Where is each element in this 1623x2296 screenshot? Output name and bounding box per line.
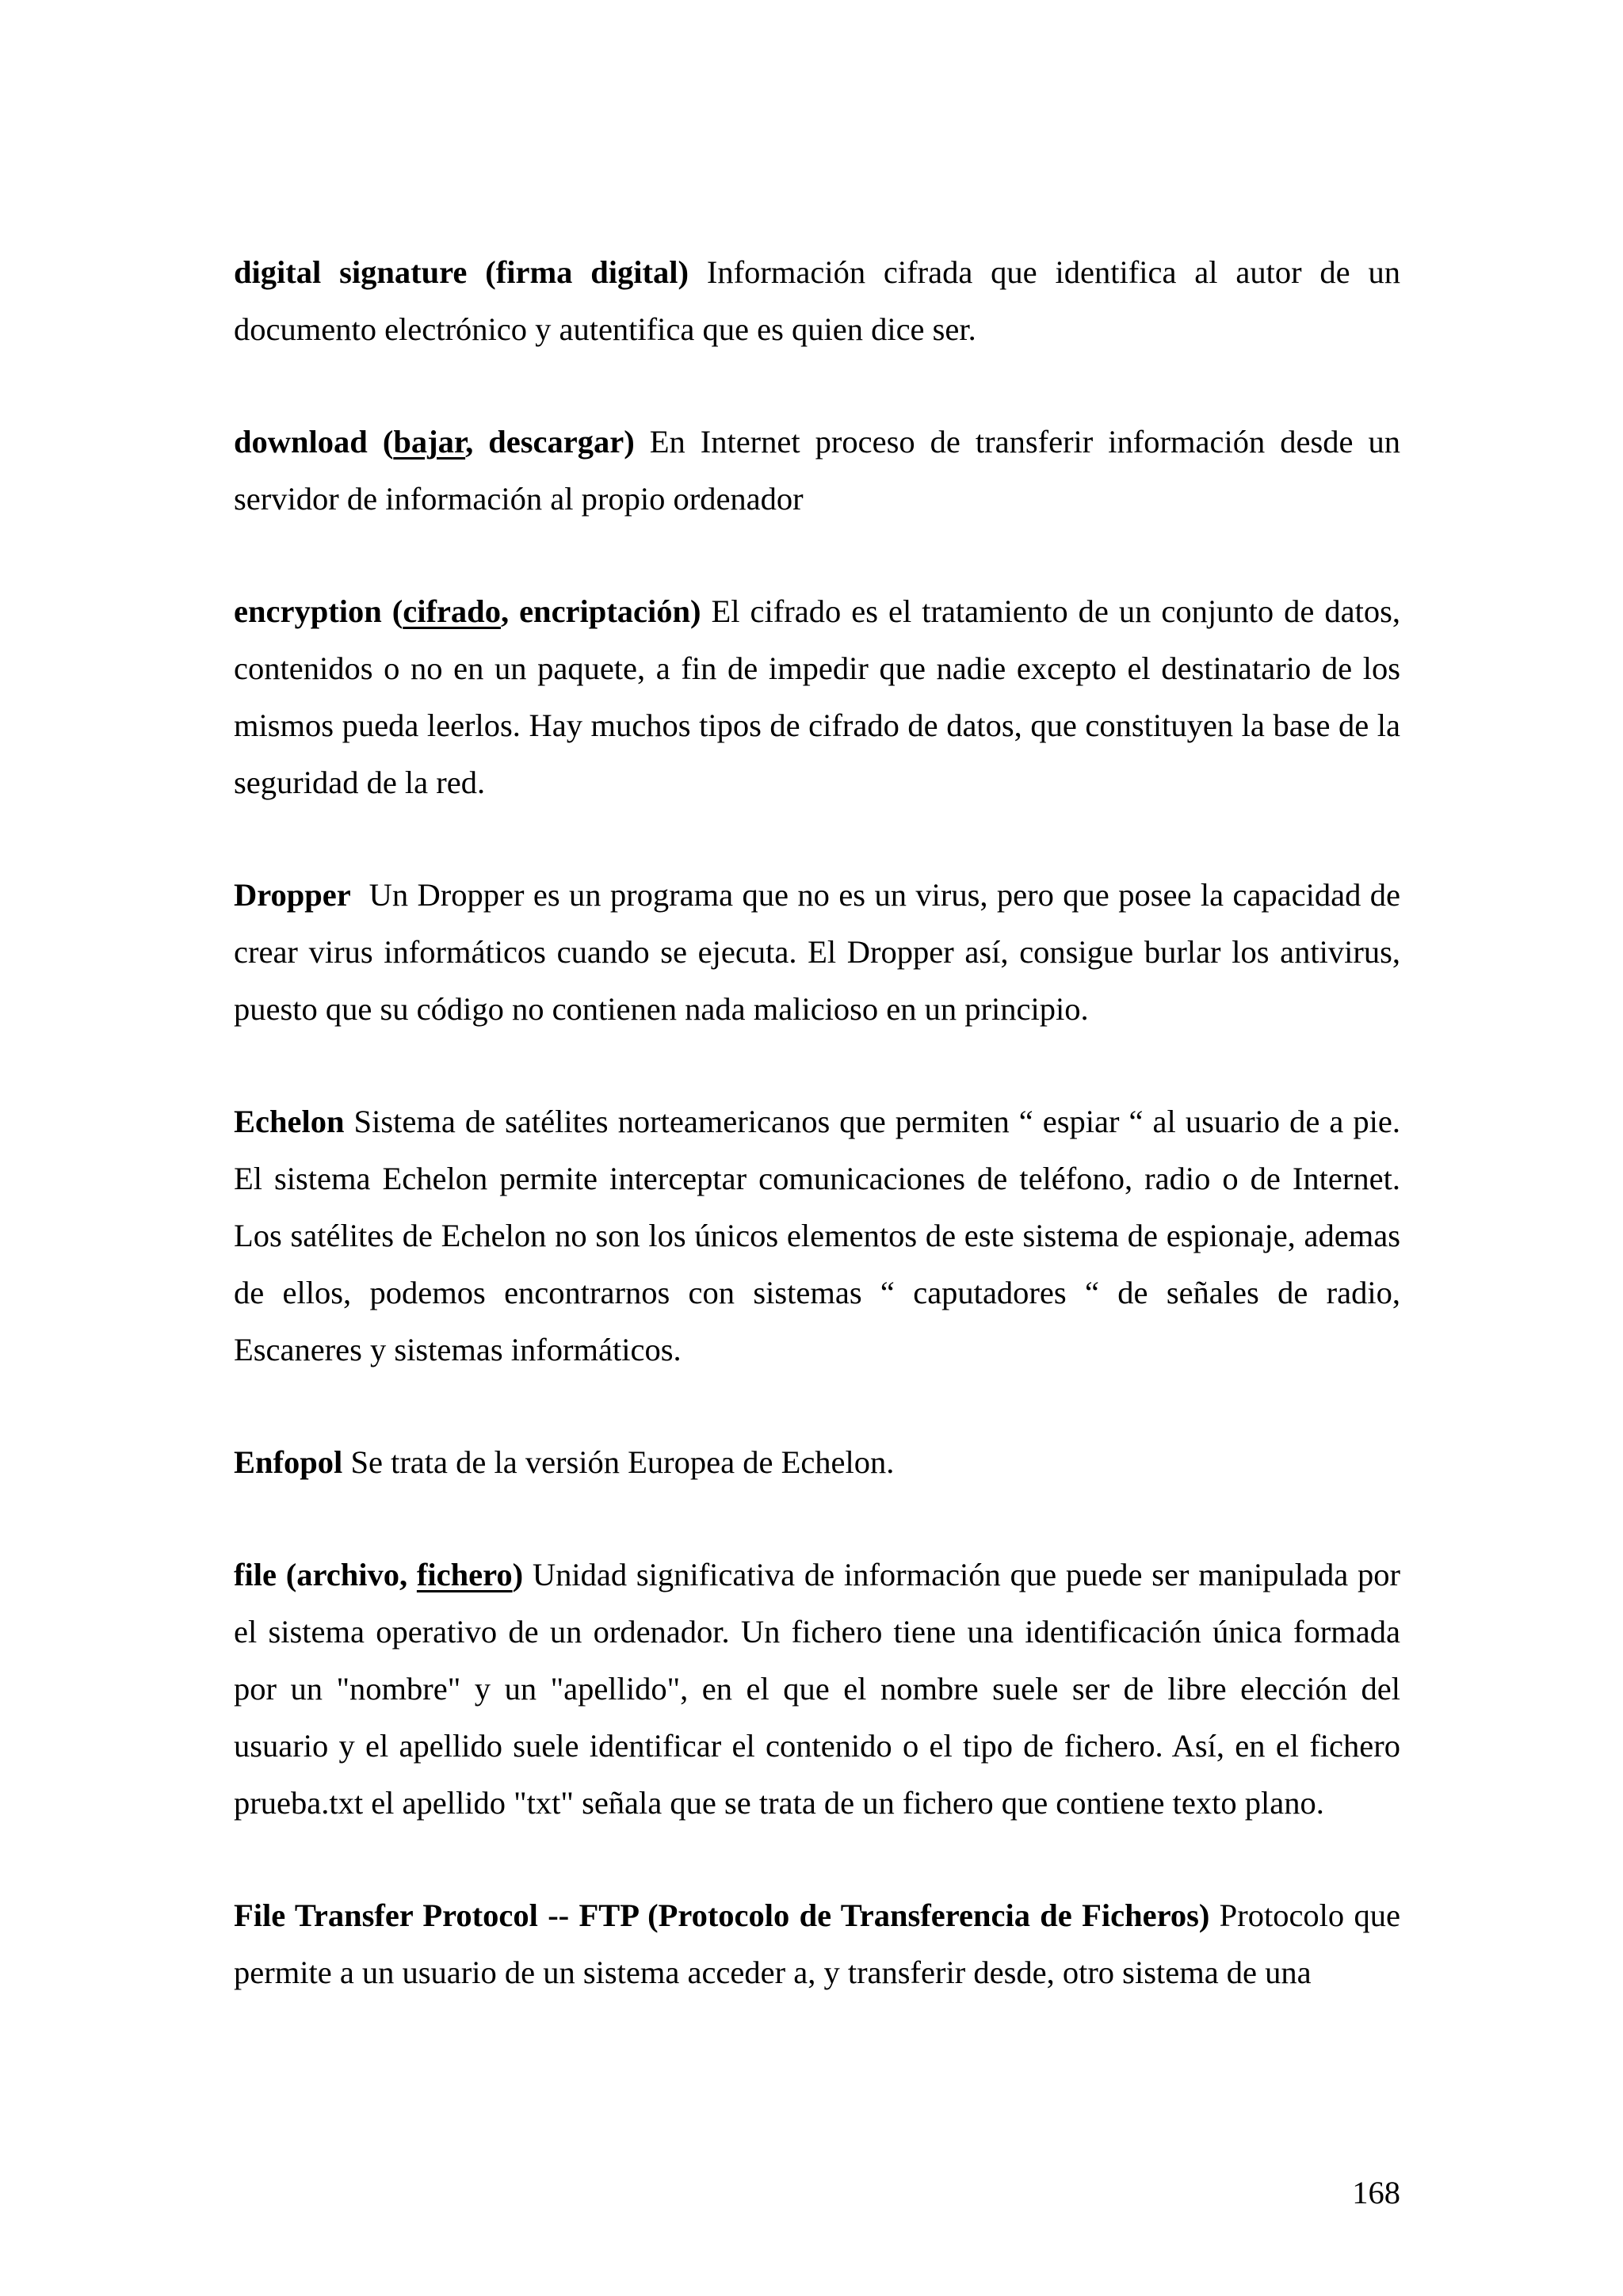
entry-term: encryption (cifrado, encriptación) [234, 593, 701, 629]
entry-definition: Unidad significativa de información que puede ser manipulada por el sistema operativo de un ordenador. Un fichero tiene una identificación única formada por un "nombre" y un "apellido", en el que el nombre suele ser de libre elección del usuario y el apellido suele identificar el contenido o el tipo de fichero. Así, en el fichero prueba.txt el apellido "txt" señala que se trata de un fichero que contiene texto plano. [234, 1557, 1400, 1821]
glossary-entry-encryption [234, 583, 1400, 811]
glossary-entry-file [234, 1547, 1400, 1832]
entry-term: Echelon [234, 1104, 345, 1139]
entry-definition: En Internet proceso de transferir información desde un servidor de información al propio ordenador [234, 424, 1400, 517]
underlined-term-cifrado: cifrado [403, 593, 501, 629]
entry-definition: El cifrado es el tratamiento de un conjunto de datos, contenidos o no en un paquete, a fin de impedir que nadie excepto el destinatario de los mismos pueda leerlos. Hay muchos tipos de cifrado de datos, que constituyen la base de la seguridad de la red. [234, 593, 1400, 800]
entry-definition: Sistema de satélites norteamericanos que permiten “ espiar “ al usuario de a pie. El sistema Echelon permite interceptar comunicaciones de teléfono, radio o de Internet. Los satélites de Echelon no son los únicos elementos de este sistema de espionaje, ademas de ellos, podemos encontrarnos con sistemas “ caputadores “ de señales de radio, Escaneres y sistemas informáticos. [234, 1104, 1400, 1367]
entry-definition: Protocolo que permite a un usuario de un sistema acceder a, y transferir desde, otro sistema de una [234, 1897, 1400, 1990]
entry-definition: Un Dropper es un programa que no es un virus, pero que posee la capacidad de crear virus informáticos cuando se ejecuta. El Dropper así, consigue burlar los antivirus, puesto que su código no contienen nada malicioso en un principio. [234, 877, 1409, 1027]
document-body [234, 244, 1409, 2057]
entry-term: file (archivo, fichero) [234, 1557, 524, 1592]
glossary-entry-download [234, 414, 1400, 528]
underlined-term-fichero: fichero [416, 1557, 513, 1592]
entry-term: digital signature (firma digital) [234, 254, 689, 290]
underlined-term-bajar: bajar [393, 424, 466, 460]
page-number: 168 [1352, 2175, 1400, 2210]
glossary-entry-digital-signature [234, 244, 1400, 358]
entry-definition: Información cifrada que identifica al autor de un documento electrónico y autentifica que es quien dice ser. [234, 254, 1401, 347]
entry-definition: Se trata de la versión Europea de Echelon. [342, 1444, 895, 1480]
glossary-entry-enfopol [234, 1434, 1400, 1491]
glossary-entry-ftp [234, 1887, 1400, 2001]
entry-term: Enfopol [234, 1444, 343, 1480]
entry-term: Dropper [234, 877, 351, 913]
entry-term: File Transfer Protocol -- FTP (Protocolo de Transferencia de Ficheros) [234, 1897, 1210, 1933]
glossary-entry-echelon [234, 1093, 1400, 1379]
entry-term: download (bajar, descargar) [234, 424, 635, 460]
glossary-entry-dropper [234, 867, 1409, 1038]
